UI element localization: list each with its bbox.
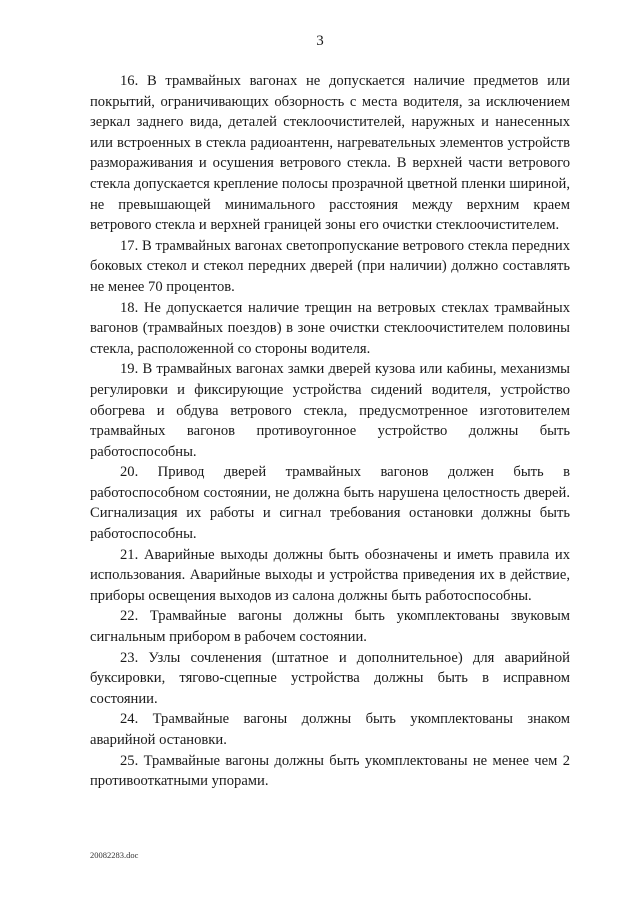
paragraph-21: 21. Аварийные выходы должны быть обозначены и иметь правила их использования. Аварийные выходы и устройства приведения их в действие, приборы освещения выходов из салона должны быть работоспособны. xyxy=(90,546,570,604)
paragraph-16: 16. В трамвайных вагонах не допускается наличие предметов или покрытий, ограничивающих обзорность с места водителя, за исключением зеркал заднего вида, деталей стеклоочистителей, наружных и нанесенных или встроенных в стекла радиоантенн, нагревательных элементов устройств размораживания и осушения ветрового стекла. В верхней части ветрового стекла допускается крепление полосы прозрачной цветной пленки шириной, не превышающей минимального расстояния между верхним краем ветрового стекла и верхней границей зоны его очистки стеклоочистителем. xyxy=(90,73,570,234)
paragraph-22: 22. Трамвайные вагоны должны быть укомплектованы звуковым сигнальным прибором в рабочем состоянии. xyxy=(90,608,570,646)
paragraph-25: 25. Трамвайные вагоны должны быть укомплектованы не менее чем 2 противооткатными упорами. xyxy=(90,752,570,790)
paragraph-20: 20. Привод дверей трамвайных вагонов должен быть в работоспособном состоянии, не должна быть нарушена целостность дверей. Сигнализация их работы и сигнал требования остановки должны быть работоспособны. xyxy=(90,464,570,543)
paragraph-23: 23. Узлы сочленения (штатное и дополнительное) для аварийной буксировки, тягово-сцепные устройства должны быть в исправном состоянии. xyxy=(90,649,570,707)
page-number: 3 xyxy=(316,33,324,49)
paragraph-24: 24. Трамвайные вагоны должны быть укомплектованы знаком аварийной остановки. xyxy=(90,711,570,748)
paragraph-19: 19. В трамвайных вагонах замки дверей кузова или кабины, механизмы регулировки и фиксирующие устройства сидений водителя, устройство обогрева и обдува ветрового стекла, предусмотренное изготовителем трамвайных вагонов противоугонное устройство должны быть работоспособны. xyxy=(90,361,570,460)
document-body xyxy=(90,71,570,792)
paragraph-18: 18. Не допускается наличие трещин на ветровых стеклах трамвайных вагонов (трамвайных поездов) в зоне очистки стеклоочистителем половины стекла, расположенной со стороны водителя. xyxy=(90,299,570,357)
footer-filename: 20082283.doc xyxy=(90,850,139,860)
paragraph-17: 17. В трамвайных вагонах светопропускание ветрового стекла передних боковых стекол и стекол передних дверей (при наличии) должно составлять не менее 70 процентов. xyxy=(90,237,570,295)
